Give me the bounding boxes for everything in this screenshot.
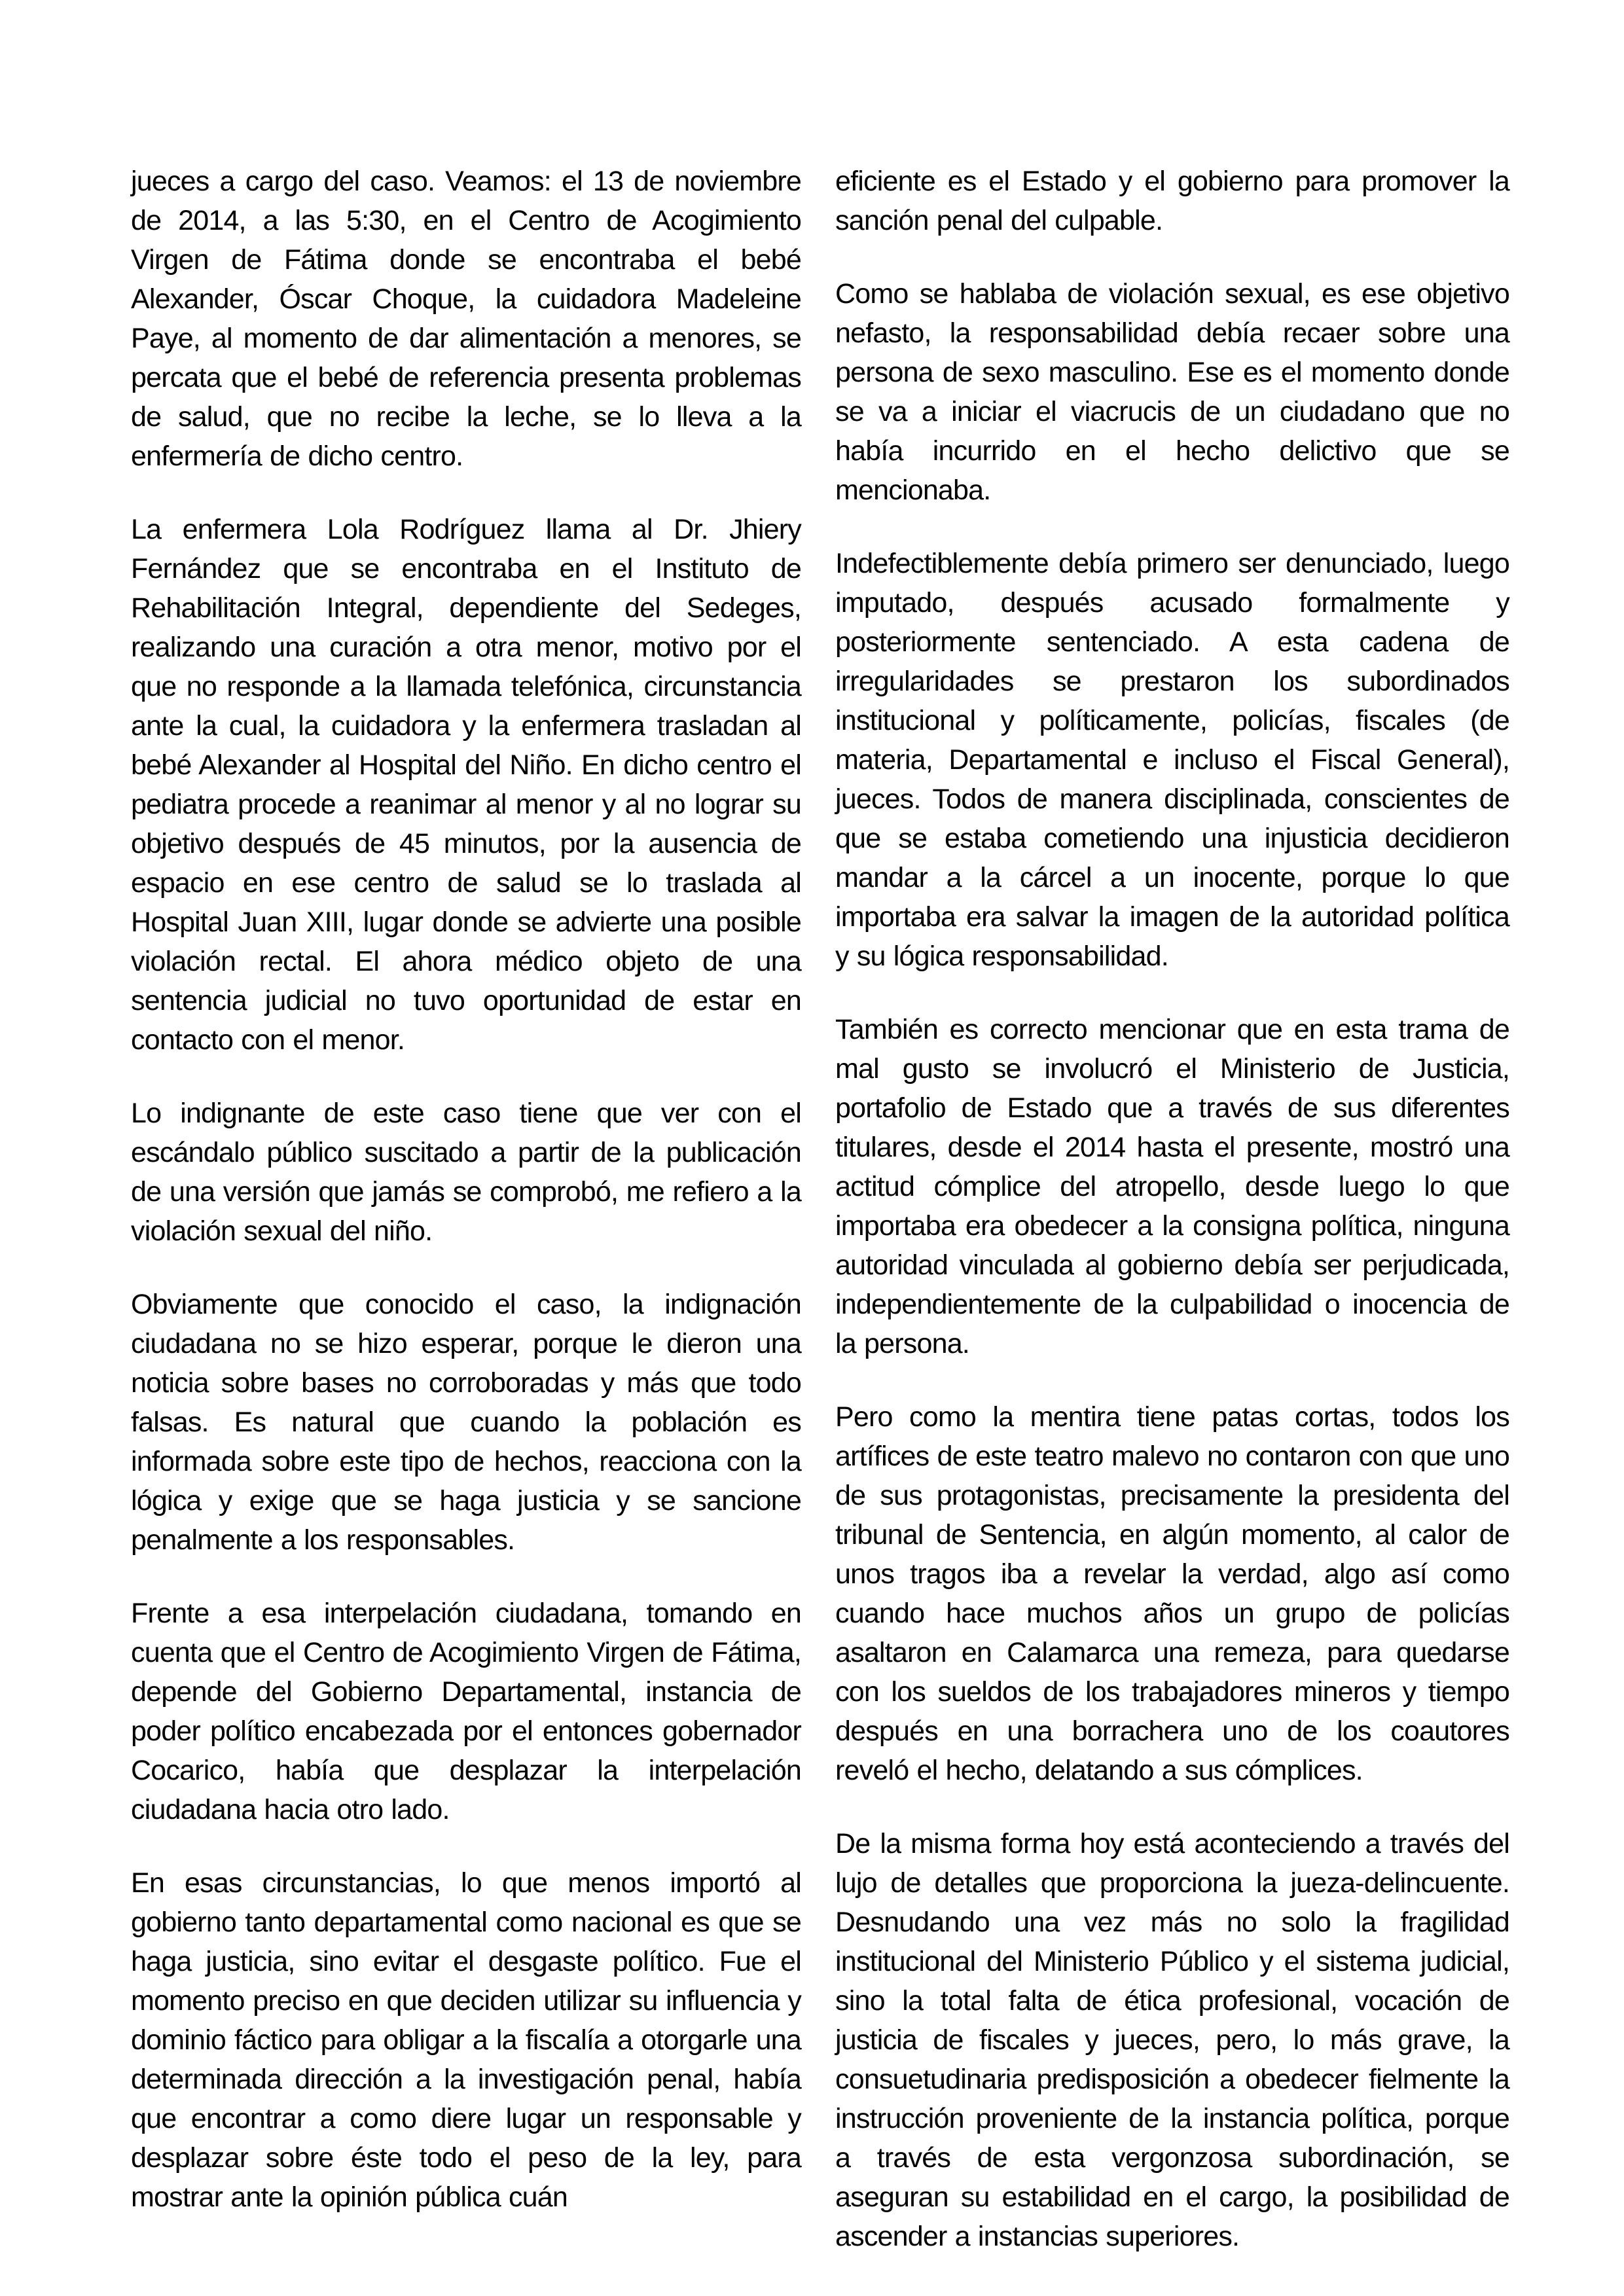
paragraph: La enfermera Lola Rodríguez llama al Dr. Jhiery Fernández que se encontraba en el Instituto de Rehabilitación Integral, dependiente del Sedeges, realizando una curación a otra menor, motivo por el que no responde a la llamada telefónica, circunstancia ante la cual, la cuidadora y la enfermera trasladan al bebé Alexander al Hospital del Niño. En dicho centro el pediatra procede a reanimar al menor y al no lograr su objetivo después de 45 minutos, por la ausencia de espacio en ese centro de salud se lo traslada al Hospital Juan XIII, lugar donde se advierte una posible violación rectal. El ahora médico objeto de una sentencia judicial no tuvo oportunidad de estar en contacto con el menor.: [131, 514, 801, 1056]
paragraph: Lo indignante de este caso tiene que ver con el escándalo público suscitado a partir de la publicación de una versión que jamás se comprobó, me refiero a la violación sexual del niño.: [131, 1098, 801, 1247]
paragraph: Como se hablaba de violación sexual, es ese objetivo nefasto, la responsabilidad debía recaer sobre una persona de sexo masculino. Ese es el momento donde se va a iniciar el viacrucis de un ciudadano que no había incurrido en el hecho delictivo que se mencionaba.: [835, 278, 1509, 506]
paragraph: De la misma forma hoy está aconteciendo a través del lujo de detalles que proporciona la jueza-delincuente. Desnudando una vez más no solo la fragilidad institucional del Ministerio Público y el sistema judicial, sino la total falta de ética profesional, vocación de justicia de fiscales y jueces, pero, lo más grave, la consuetudinaria predisposición a obedecer fielmente la instrucción proveniente de la instancia política, porque a través de esta vergonzosa subordinación, se aseguran su estabilidad en el cargo, la posibilidad de ascender a instancias superiores.: [835, 1828, 1509, 2252]
paragraph: Pero como la mentira tiene patas cortas, todos los artífices de este teatro malevo no contaron con que uno de sus protagonistas, precisamente la presidenta del tribunal de Sentencia, en algún momento, al calor de unos tragos iba a revelar la verdad, algo así como cuando hace muchos años un grupo de policías asaltaron en Calamarca una remeza, para quedarse con los sueldos de los trabajadores mineros y tiempo después en una borrachera uno de los coautores reveló el hecho, delatando a sus cómplices.: [835, 1401, 1509, 1786]
paragraph: eficiente es el Estado y el gobierno para promover la sanción penal del culpable.: [835, 166, 1509, 236]
left-text-column: [131, 162, 801, 2217]
paragraph: También es correcto mencionar que en esta trama de mal gusto se involucró el Ministerio de Justicia, portafolio de Estado que a través de sus diferentes titulares, desde el 2014 hasta el presente, mostró una actitud cómplice del atropello, desde luego lo que importaba era obedecer a la consigna política, ninguna autoridad vinculada al gobierno debía ser perjudicada, independientemente de la culpabilidad o inocencia de la persona.: [835, 1014, 1509, 1359]
paragraph: Obviamente que conocido el caso, la indignación ciudadana no se hizo esperar, porque le dieron una noticia sobre bases no corroboradas y más que todo falsas. Es natural que cuando la población es informada sobre este tipo de hechos, reacciona con la lógica y exige que se haga justicia y se sancione penalmente a los responsables.: [131, 1289, 801, 1556]
paragraph: Frente a esa interpelación ciudadana, tomando en cuenta que el Centro de Acogimiento Virgen de Fátima, depende del Gobierno Departamental, instancia de poder político encabezada por el entonces gobernador Cocarico, había que desplazar la interpelación ciudadana hacia otro lado.: [131, 1598, 801, 1825]
paragraph: Indefectiblemente debía primero ser denunciado, luego imputado, después acusado formalmente y posteriormente sentenciado. A esta cadena de irregularidades se prestaron los subordinados institucional y políticamente, policías, fiscales (de materia, Departamental e incluso el Fiscal General), jueces. Todos de manera disciplinada, conscientes de que se estaba cometiendo una injusticia decidieron mandar a la cárcel a un inocente, porque lo que importaba era salvar la imagen de la autoridad política y su lógica responsabilidad.: [835, 548, 1509, 972]
paragraph: En esas circunstancias, lo que menos importó al gobierno tanto departamental como nacional es que se haga justicia, sino evitar el desgaste político. Fue el momento preciso en que deciden utilizar su influencia y dominio fáctico para obligar a la fiscalía a otorgarle una determinada dirección a la investigación penal, había que encontrar a como diere lugar un responsable y desplazar sobre éste todo el peso de la ley, para mostrar ante la opinión pública cuán: [131, 1867, 801, 2213]
paragraph: jueces a cargo del caso. Veamos: el 13 de noviembre de 2014, a las 5:30, en el Centro de Acogimiento Virgen de Fátima donde se encontraba el bebé Alexander, Óscar Choque, la cuidadora Madeleine Paye, al momento de dar alimentación a menores, se percata que el bebé de referencia presenta problemas de salud, que no recibe la leche, se lo lleva a la enfermería de dicho centro.: [131, 166, 801, 472]
right-text-column: [835, 162, 1509, 2256]
